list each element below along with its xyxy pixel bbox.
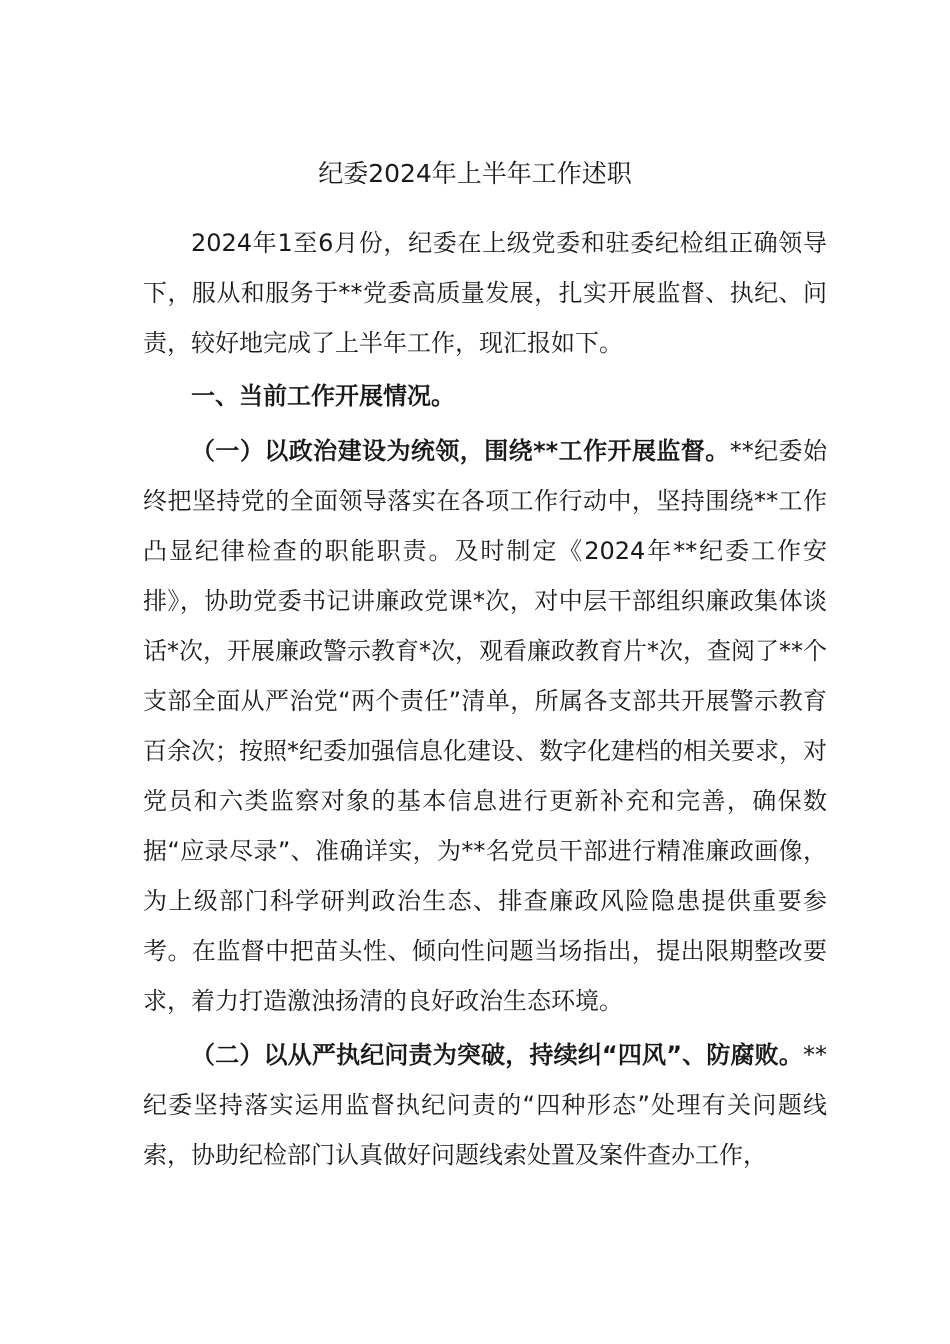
item-2-paragraph [143, 1030, 827, 1180]
page-title: 纪委2024年上半年工作述职 [318, 159, 632, 188]
item-1-text: **纪委始终把坚持党的全面领导落实在各项工作行动中，坚持围绕**工作凸显纪律检查的职能职责。及时制定《2024年**纪委工作安排》，协助党委书记讲廉政党课*次，对中层干部组织廉政集体谈话*次，开展廉政警示教育*次，观看廉政教育片*次，查阅了**个支部全面从严治党“两个责任”清单，所属各支部共开展警示教育百余次；按照*纪委加强信息化建设、数字化建档的相关要求，对党员和六类监察对象的基本信息进行更新补充和完善，确保数据“应录尽录”、准确详实，为**名党员干部进行精准廉政画像，为上级部门科学研判政治生态、排查廉政风险隐患提供重要参考。在监督中把苗头性、倾向性问题当场指出，提出限期整改要求，着力打造激浊扬清的良好政治生态环境。 [143, 437, 827, 1015]
item-1-heading: （一）以政治建设为统领，围绕**工作开展监督。 [191, 437, 730, 465]
item-2-text: **纪委坚持落实运用监督执纪问责的“四种形态”处理有关问题线索，协助纪检部门认真做好问题线索处置及案件查办工作， [143, 1041, 827, 1169]
item-2-heading: （二）以从严执纪问责为突破，持续纠“四风”、防腐败。 [191, 1041, 803, 1069]
intro-paragraph [143, 218, 827, 368]
section-1 [143, 371, 827, 421]
item-1-paragraph [143, 426, 827, 1026]
intro-text: 2024年1至6月份，纪委在上级党委和驻委纪检组正确领导下，服从和服务于**党委高质量发展，扎实开展监督、执纪、问责，较好地完成了上半年工作，现汇报如下。 [143, 229, 827, 357]
section-heading: 一、当前工作开展情况。 [191, 382, 455, 410]
